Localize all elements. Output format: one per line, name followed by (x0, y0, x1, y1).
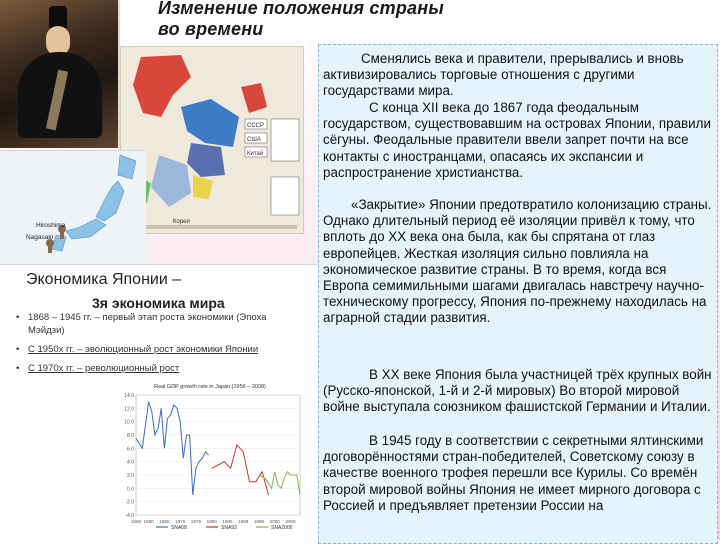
x-tick-label: 1995 (253, 519, 265, 524)
y-tick-label: -4.0 (125, 513, 134, 519)
y-tick-label: 14.0 (124, 393, 134, 399)
economy-list-item: • С 1970х гг. – революционный рост (14, 362, 304, 375)
page-title: Изменение положения страны во времени (158, 0, 444, 39)
y-tick-label: 0.0 (127, 486, 134, 493)
y-tick-label: 4.0 (127, 459, 134, 466)
x-tick-label: 1985 (222, 519, 233, 524)
y-tick-label: 6.0 (127, 446, 134, 453)
chart-title: Real GDP growth rate in Japan (1956 – 2008) (154, 384, 266, 390)
japan-small-map (0, 150, 146, 263)
map-label-usa: США (247, 137, 261, 143)
x-tick-label: 1980 (206, 519, 217, 524)
paragraph-2: С конца XII века до 1867 года феодальным государством, существовавшим на островах Японии, правили сёгуны. Феодальные правители ввели запрет почти на все контакты с иностранцами, опасаясь их экспансии и распространение христианства. (323, 100, 711, 180)
y-tick-label: 10.0 (124, 419, 134, 426)
y-tick-label: -2.0 (125, 499, 134, 506)
x-tick-label: 1965 (159, 519, 170, 524)
economy-slide (0, 264, 320, 541)
legend-label: SNA93 (221, 525, 237, 531)
y-tick-label: 8.0 (127, 433, 134, 439)
economy-list-item: • С 1950х гг. – эволюционный рост экономики Японии (14, 343, 304, 356)
main-text-box (318, 44, 718, 544)
map-label-ussr: СССР (247, 123, 265, 129)
legend-label: SNA68 (171, 525, 187, 531)
map-label-china: Китай (247, 151, 264, 157)
historical-map-svg (121, 47, 303, 233)
x-tick-label: 1975 (190, 519, 202, 524)
label-nagasaki: Nagasaki (26, 234, 54, 241)
x-tick-label: 1960 (143, 519, 154, 524)
portrait-hat (49, 6, 67, 28)
gdp-chart (112, 379, 308, 539)
gdp-chart-svg (112, 379, 308, 539)
x-tick-label: 1956 (130, 519, 142, 524)
economy-title-line2: 3я экономика мира (92, 295, 225, 311)
historical-map (120, 46, 304, 234)
paragraph-4: В XX веке Япония была участницей трёх крупных войн (Русско-японской, 1-й и 2-й мировых) Во второй мировой войне выступала союзником фашистской Германии и Италии. (323, 367, 712, 415)
label-hiroshima: Hiroshima (36, 222, 66, 229)
legend-label: SNA2000 (271, 525, 293, 531)
paragraph-1: Сменялись века и правители, прерывались и вновь активизировались торговые отношения с другими государствами мира. (323, 51, 684, 99)
paragraph-3: «Закрытие» Японии предотвратило колонизацию страны. Однако длительный период её изоляции привёл к тому, что вплоть до XX века она была, как бы спрятана от глаз европейцев. Жесткая изоляция сильно повлияла на экономическое развитие страны. В то время, когда вся Европа семимильными шагами двигалась навстречу научно-техническому прогрессу, Япония по-прежнему находилась на аграрной стадии развития. (323, 197, 712, 326)
economy-list-item: • 1868 – 1945 гг. – первый этап роста экономики (Эпоха Мэйдзи) (14, 311, 304, 337)
paragraph-5: В 1945 году в соответствии с секретными ялтинскими договорённостями стран-победителей, Советскому союзу в качестве военного трофея перешли все Курилы. Со времён второй мировой войны Япония не имеет мирного договора с Россией и предъявляет претензии России на (323, 433, 704, 513)
japan-small-map-svg (0, 151, 146, 263)
x-tick-label: 2000 (269, 519, 280, 524)
map-label-korea: Корея (173, 219, 190, 225)
economy-title-line1: Экономика Японии – (26, 271, 182, 288)
x-tick-label: 2005 (285, 519, 296, 524)
economy-list (14, 311, 304, 381)
x-tick-label: 1990 (238, 519, 249, 524)
x-tick-label: 1970 (175, 519, 186, 524)
y-tick-label: 12.0 (124, 406, 134, 413)
y-tick-label: 2.0 (127, 473, 134, 479)
shogun-portrait (0, 0, 120, 148)
